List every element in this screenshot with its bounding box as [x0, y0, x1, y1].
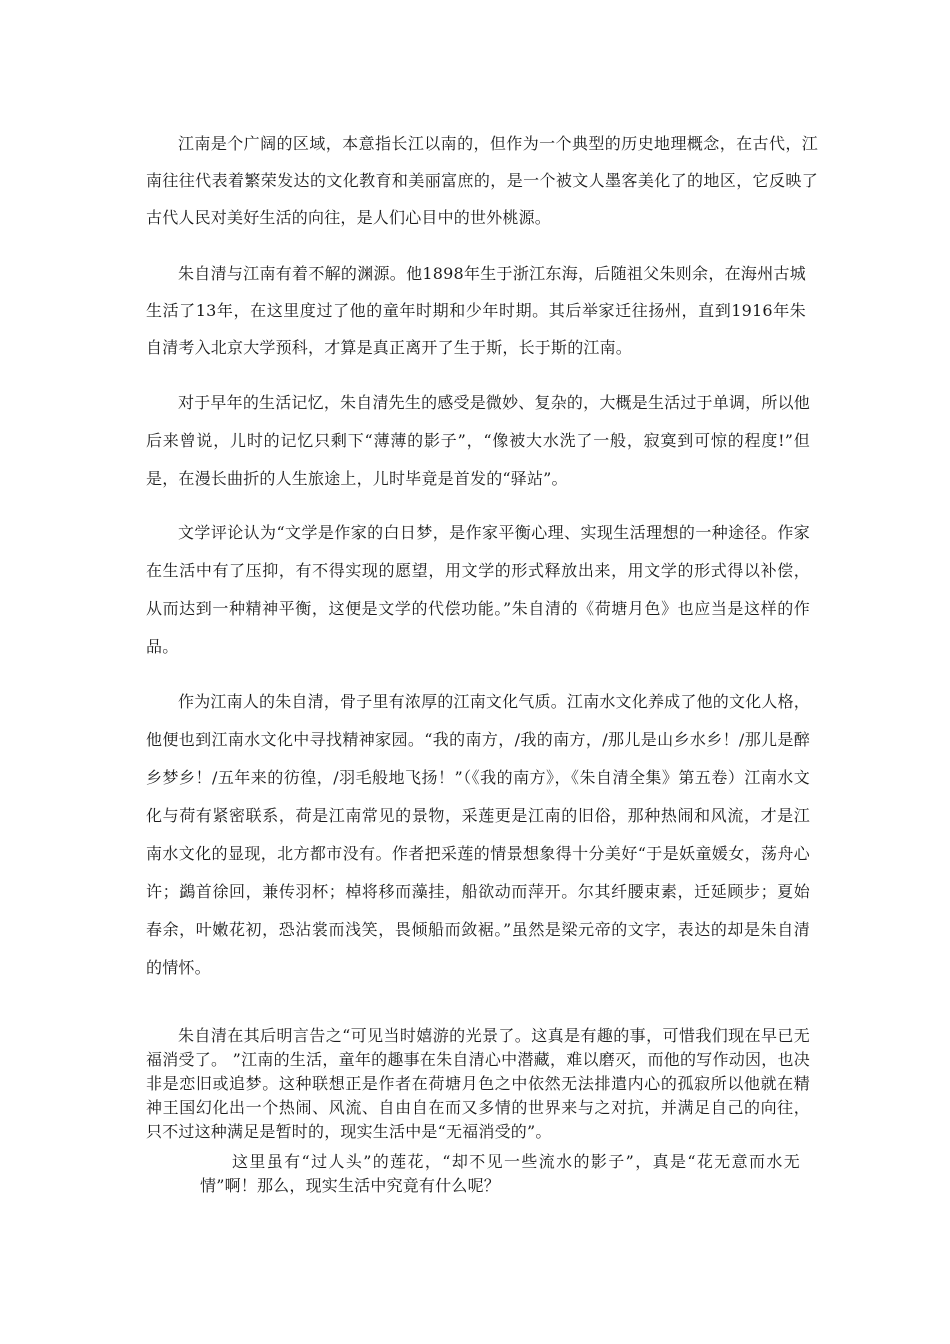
paragraph-literary-criticism: 文学评论认为“文学是作家的白日梦，是作家平衡心理、实现生活理想的一种途径。作家在生活中有了压抑，有不得实现的愿望，用文学的形式释放出来，用文学的形式得以补偿，从而达到一种精神平衡，这便是文学的代偿功能。”朱自清的《荷塘月色》也应当是这样的作品。 — [146, 523, 810, 656]
paragraph-closing-question: 这里虽有“过人头”的莲花，“却不见一些流水的影子”，真是“花无意而水无情”啊！那么，现实生活中究竟有什么呢？ — [200, 1152, 800, 1195]
paragraph-explicit-statement: 朱自清在其后明言告之“可见当时嬉游的光景了。这真是有趣的事，可惜我们现在早已无福消受了。 ”江南的生活，童年的趣事在朱自清心中潜藏，难以磨灭，而他的写作动因，也决非是恋旧或追梦。这种联想正是作者在荷塘月色之中依然无法排遣内心的孤寂所以他就在精神王国幻化出一个热闹、风流、自由自在而又多情的世界来与之对抗，并满足自己的向往，只不过这种满足是暂时的，现实生活中是“无福消受的”。 — [146, 1026, 810, 1141]
paragraph-jiangnan-region: 江南是个广阔的区域，本意指长江以南的，但作为一个典型的历史地理概念，在古代，江南往往代表着繁荣发达的文化教育和美丽富庶的，是一个被文人墨客美化了的地区，它反映了古代人民对美好生活的向往，是人们心目中的世外桃源。 — [146, 134, 818, 227]
paragraph-childhood-memory: 对于早年的生活记忆，朱自清先生的感受是微妙、复杂的，大概是生活过于单调，所以他后来曾说，儿时的记忆只剩下“薄薄的影子”，“像被大水洗了一般，寂寞到可惊的程度!”但是，在漫长曲折的人生旅途上，儿时毕竟是首发的“驿站”。 — [146, 393, 810, 488]
paragraph-water-culture: 作为江南人的朱自清，骨子里有浓厚的江南文化气质。江南水文化养成了他的文化人格，他便也到江南水文化中寻找精神家园。“我的南方，/我的南方，/那儿是山乡水乡！/那儿是醉乡梦乡！/五年来的彷徨，/羽毛般地飞扬！”（《我的南方》，《朱自清全集》第五卷）江南水文化与荷有紧密联系，荷是江南常见的景物，采莲更是江南的旧俗，那种热闹和风流，才是江南水文化的显现，北方都市没有。作者把采莲的情景想象得十分美好“于是妖童媛女，荡舟心许；鷁首徐回，兼传羽杯；棹将移而藻挂，船欲动而萍开。尔其纤腰束素，迁延顾步；夏始春余，叶嫩花初，恐沾裳而浅笑，畏倾船而敛裾。”虽然是梁元帝的文字，表达的却是朱自清的情怀。 — [146, 692, 810, 977]
paragraph-zhu-ziqing-origins: 朱自清与江南有着不解的渊源。他1898年生于浙江东海，后随祖父朱则余，在海州古城生活了13年，在这里度过了他的童年时期和少年时期。其后举家迁往扬州，直到1916年朱自清考入北京大学预科，才算是真正离开了生于斯，长于斯的江南。 — [146, 264, 806, 357]
